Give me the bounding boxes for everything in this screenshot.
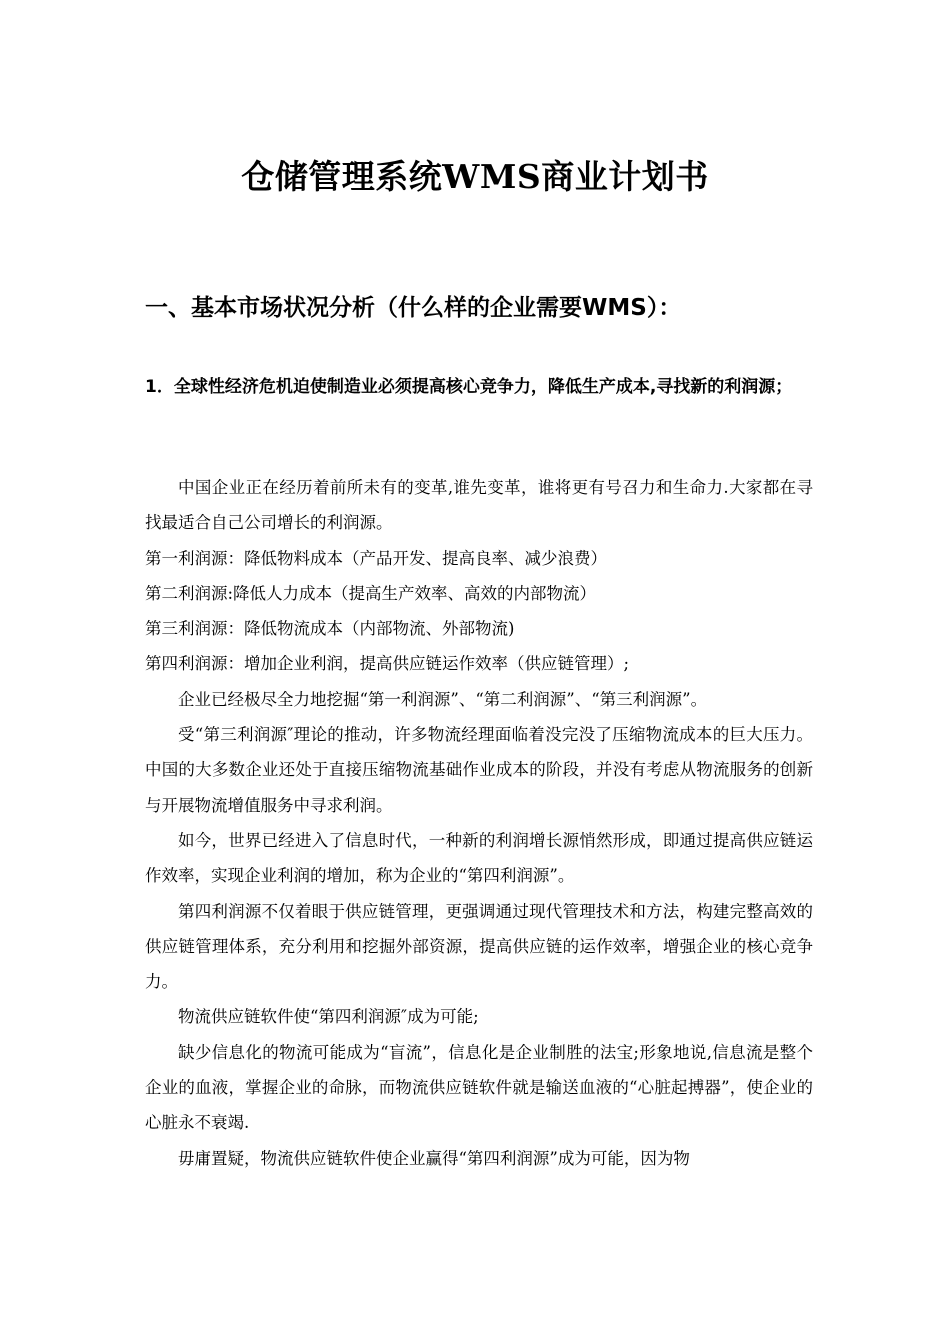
paragraph: 毋庸置疑，物流供应链软件使企业赢得“第四利润源”成为可能，因为物 [178,1148,690,1168]
document-title: 仓储管理系统WMS商业计划书 [241,157,709,196]
paragraph: 第一利润源：降低物料成本（产品开发、提高良率、减少浪费） [145,548,607,568]
paragraph: 第二利润源:降低人力成本（提高生产效率、高效的内部物流） [145,583,597,603]
paragraph: 物流供应链软件使“第四利润源″成为可能; [178,1007,479,1027]
paragraph: 受“第三利润源″理论的推动，许多物流经理面临着没完没了压缩物流成本的巨大压力。中国的大多数企业还处于直接压缩物流基础作业成本的阶段，并没有考虑从物流服务的创新与开展物流增值服务中寻求利润。 [145,725,813,815]
section-heading: 一、基本市场状况分析（什么样的企业需要WMS）： [145,295,682,321]
paragraph: 第四利润源：增加企业利润，提高供应链运作效率（供应链管理）; [145,654,630,674]
sub-heading: 1．全球性经济危机迫使制造业必须提高核心竞争力，降低生产成本,寻找新的利润源； [145,377,793,397]
body-text [145,470,813,1176]
paragraph: 缺少信息化的物流可能成为“盲流”，信息化是企业制胜的法宝;形象地说,信息流是整个企业的血液，掌握企业的命脉，而物流供应链软件就是输送血液的“心脏起搏器”，使企业的心脏永不衰竭. [145,1042,813,1133]
paragraph: 如今，世界已经进入了信息时代，一种新的利润增长源悄然形成，即通过提高供应链运作效率，实现企业利润的增加，称为企业的“第四利润源”。 [145,830,813,886]
paragraph: 企业已经极尽全力地挖掘“第一利润源”、“第二利润源”、“第三利润源”。 [178,689,708,709]
paragraph: 中国企业正在经历着前所未有的变革,谁先变革，谁将更有号召力和生命力.大家都在寻找最适合自己公司增长的利润源。 [145,478,813,533]
paragraph: 第四利润源不仅着眼于供应链管理，更强调通过现代管理技术和方法，构建完整高效的供应链管理体系，充分利用和挖掘外部资源，提高供应链的运作效率，增强企业的核心竞争力。 [145,901,813,992]
paragraph: 第三利润源：降低物流成本（内部物流、外部物流) [145,619,515,639]
